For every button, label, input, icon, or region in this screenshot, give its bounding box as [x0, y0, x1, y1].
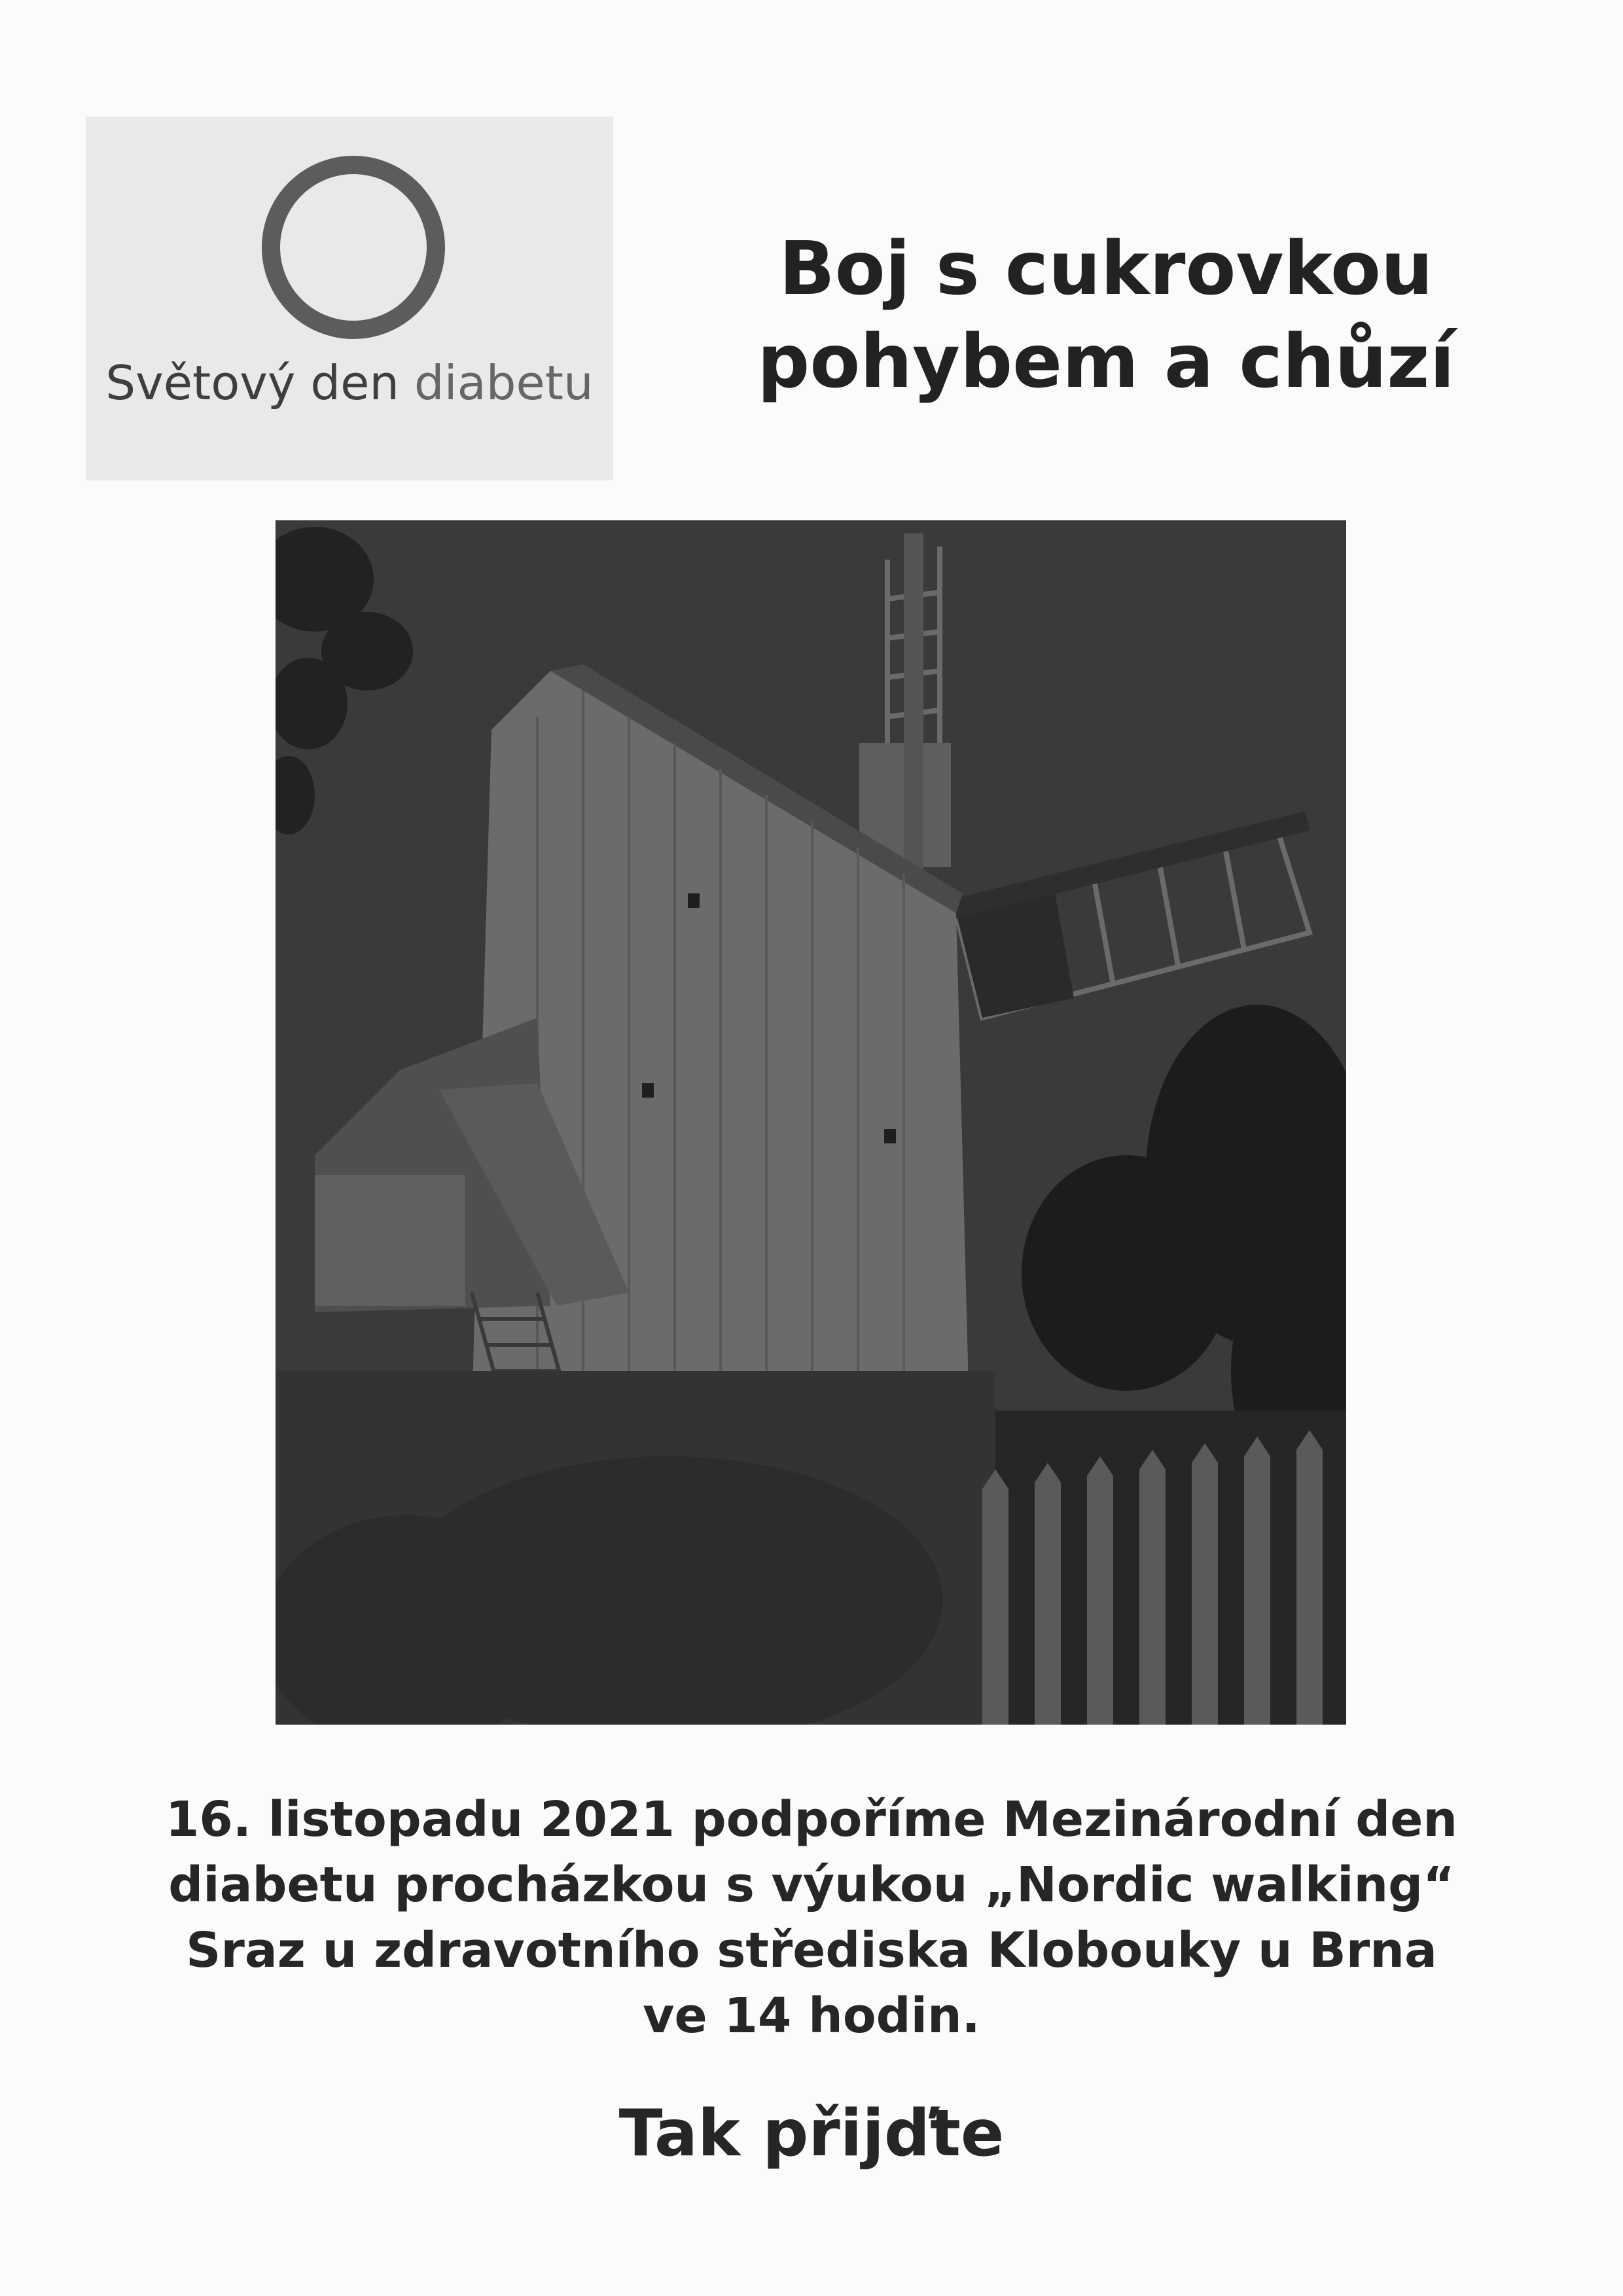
title-line-2: pohybem a chůzí: [757, 319, 1455, 404]
body-line-3: Sraz u zdravotního střediska Klobouky u Brna: [186, 1922, 1437, 1979]
event-description: [65, 1787, 1558, 2049]
closing-call: Tak přijďte: [618, 2096, 1005, 2171]
windmill-photo: [276, 520, 1346, 1725]
page-title: [641, 223, 1571, 408]
logo-caption: [86, 353, 613, 412]
blue-circle-icon: [262, 156, 445, 339]
logo-caption-main: Světový den: [105, 355, 414, 410]
logo-caption-light: diabetu: [414, 355, 594, 410]
title-line-1: Boj s cukrovkou: [779, 226, 1433, 312]
body-line-4: ve 14 hodin.: [643, 1988, 980, 2044]
body-line-2: diabetu procházkou s výukou „Nordic walking“: [168, 1857, 1455, 1913]
windmill-illustration: [276, 520, 1346, 1725]
body-line-1: 16. listopadu 2021 podpoříme Mezinárodní den: [165, 1791, 1458, 1848]
